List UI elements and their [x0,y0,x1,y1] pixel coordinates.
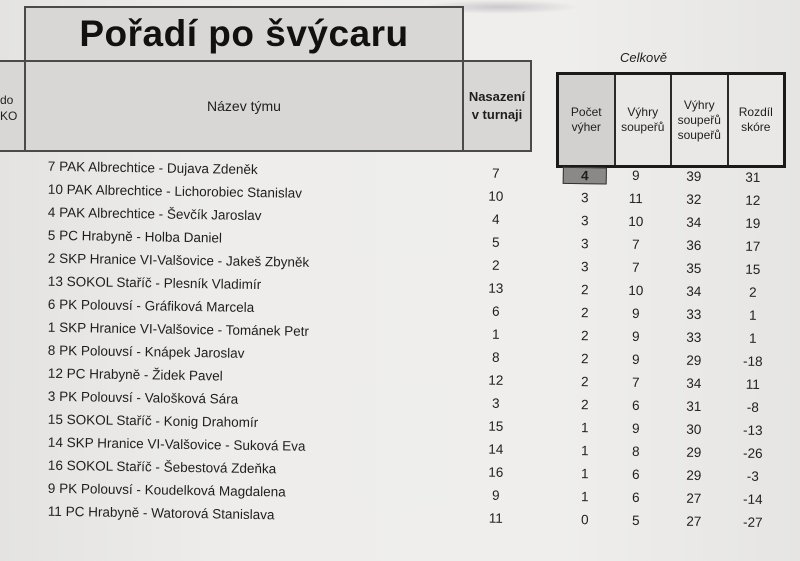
team-name: 8 PK Polouvsí - Knápek Jaroslav [47,342,245,361]
seed-value: 8 [491,349,500,365]
opp-opp-wins-value: 29 [686,444,702,461]
overall-label: Celkově [620,50,667,65]
wins-value: 2 [580,397,589,413]
opp-wins-value: 7 [631,236,640,253]
opp-wins-value: 7 [631,259,640,276]
opp-opp-wins-value: 29 [686,467,702,484]
wins-value: 2 [580,305,589,321]
stats-header-opp-opp-wins [672,75,729,165]
opp-wins-value: 7 [631,374,640,391]
stats-header-wins [559,75,616,165]
opp-opp-wins-value: 33 [686,306,702,323]
wins-value: 3 [580,190,589,206]
seed-value: 12 [488,372,504,388]
seed-header-line-1: Nasazení [468,89,526,104]
score-diff-value: 1 [748,330,757,346]
stats-header-opp-line-2: soupeřů [621,120,665,134]
opp-opp-wins-value: 39 [686,168,702,185]
stats-header-opp2-line-1: Výhry [683,97,715,112]
seed-value: 9 [491,487,500,503]
opp-wins-value: 11 [628,190,643,207]
team-name: 3 PK Polouvsí - Valošková Sára [47,388,239,407]
score-diff-value: -8 [746,399,759,415]
opp-wins-value: 10 [628,213,644,230]
opp-wins-value: 6 [631,489,640,506]
stats-header-opp-line-1: Výhry [627,105,659,119]
score-diff-value: -3 [746,468,759,484]
left-stub-line-1: do [0,93,14,107]
name-header-label: Název týmu [207,98,281,114]
seed-value: 6 [491,303,500,319]
team-name: 7 PAK Albrechtice - Dujava Zdeněk [47,158,258,178]
wins-value: 2 [580,351,589,367]
score-diff-value: 2 [748,284,757,300]
opp-opp-wins-value: 33 [686,329,702,346]
team-name: 6 PK Polouvsí - Gráfiková Marcela [47,296,255,315]
team-name: 13 SOKOL Staříč - Plesník Vladimír [47,273,262,293]
team-name: 5 PC Hrabyně - Holba Daniel [47,227,223,246]
wins-value: 2 [580,282,589,298]
opp-wins-value: 9 [631,351,640,368]
score-diff-value: -27 [742,514,763,530]
seed-header-line-2: v turnaji [471,107,523,122]
opp-wins-value: 6 [631,466,640,483]
wins-value: 2 [580,328,589,344]
team-name: 2 SKP Hranice VI-Valšovice - Jakeš Zbyněk [47,250,310,270]
opp-opp-wins-value: 32 [686,191,702,208]
wins-value: 3 [580,213,589,229]
seed-value: 11 [488,510,503,526]
opp-wins-value: 9 [631,167,640,184]
wins-value: 2 [580,374,589,390]
opp-wins-value: 9 [631,328,640,345]
team-name: 11 PC Hrabyně - Watorová Stanislava [47,503,275,523]
team-name: 12 PC Hrabyně - Židek Pavel [47,365,223,384]
score-diff-value: 12 [745,192,761,208]
opp-opp-wins-value: 31 [686,398,702,415]
seed-value: 7 [491,165,500,181]
wins-value: 3 [580,259,589,275]
score-diff-value: 19 [745,215,761,231]
opp-opp-wins-value: 27 [686,513,702,530]
stats-header-wins-line-2: výher [571,120,601,134]
stats-header-diff-line-1: Rozdíl [738,105,773,119]
score-diff-value: 11 [745,376,760,392]
team-name: 4 PAK Albrechtice - Ševčík Jaroslav [47,204,262,224]
seed-value: 15 [488,418,504,434]
wins-value: 0 [580,512,589,528]
opp-opp-wins-value: 29 [686,352,702,369]
opp-wins-value: 9 [631,305,640,322]
stats-header-opp2-line-3: soupeřů [677,127,721,142]
opp-wins-value: 10 [628,282,644,299]
seed-value: 13 [488,280,504,296]
opp-opp-wins-value: 34 [686,283,702,300]
seed-value: 4 [491,211,500,227]
wins-value: 1 [580,489,589,505]
opp-opp-wins-value: 36 [686,237,702,254]
score-diff-value: 17 [745,238,761,254]
seed-value: 1 [491,326,500,342]
stats-header [556,72,786,168]
left-stub-label [0,92,17,124]
stats-header-diff-line-2: skóre [741,120,771,134]
opp-wins-value: 5 [631,512,640,529]
score-diff-value: 31 [745,169,761,185]
team-name: 16 SOKOL Staříč - Šebestová Zdeňka [47,457,277,477]
seed-value: 5 [491,234,500,250]
opp-opp-wins-value: 35 [686,260,702,277]
stats-header-wins-line-1: Počet [570,105,602,119]
stats-header-opp-wins [616,75,673,165]
wins-value: 1 [580,466,589,482]
stats-header-opp2-line-2: soupeřů [677,112,721,127]
opp-wins-value: 6 [631,397,640,414]
wins-value: 4 [563,167,607,185]
score-diff-value: -13 [742,422,763,438]
team-name: 14 SKP Hranice VI-Valšovice - Suková Eva [47,434,306,454]
wins-value: 3 [580,236,589,252]
wins-value: 1 [580,420,589,436]
left-stub-line-2: KO [0,109,18,123]
seed-value: 3 [491,395,500,411]
score-diff-value: 15 [745,261,761,277]
seed-value: 14 [488,441,504,457]
page-title: Pořadí po švýcaru [79,13,409,54]
score-diff-value: -14 [742,491,763,507]
team-name: 1 SKP Hranice VI-Valšovice - Tománek Petr [47,319,310,339]
score-diff-value: -26 [742,445,763,461]
opp-opp-wins-value: 34 [686,214,702,231]
seed-value: 2 [491,257,500,273]
opp-opp-wins-value: 34 [686,375,702,392]
seed-header-label [462,60,532,152]
score-diff-value: 1 [748,307,757,323]
stats-header-score-diff [729,75,784,165]
opp-opp-wins-value: 30 [686,421,702,438]
team-name: 10 PAK Albrechtice - Lichorobiec Stanislav [47,181,303,201]
score-diff-value: -18 [742,353,763,369]
wins-value: 1 [580,443,589,459]
opp-wins-value: 8 [631,443,640,460]
opp-opp-wins-value: 27 [686,490,702,507]
seed-value: 16 [488,464,504,480]
opp-wins-value: 9 [631,420,640,437]
team-name: 15 SOKOL Staříč - Konig Drahomír [47,411,259,431]
seed-value: 10 [488,188,504,204]
team-name: 9 PK Polouvsí - Koudelková Magdalena [47,480,286,500]
